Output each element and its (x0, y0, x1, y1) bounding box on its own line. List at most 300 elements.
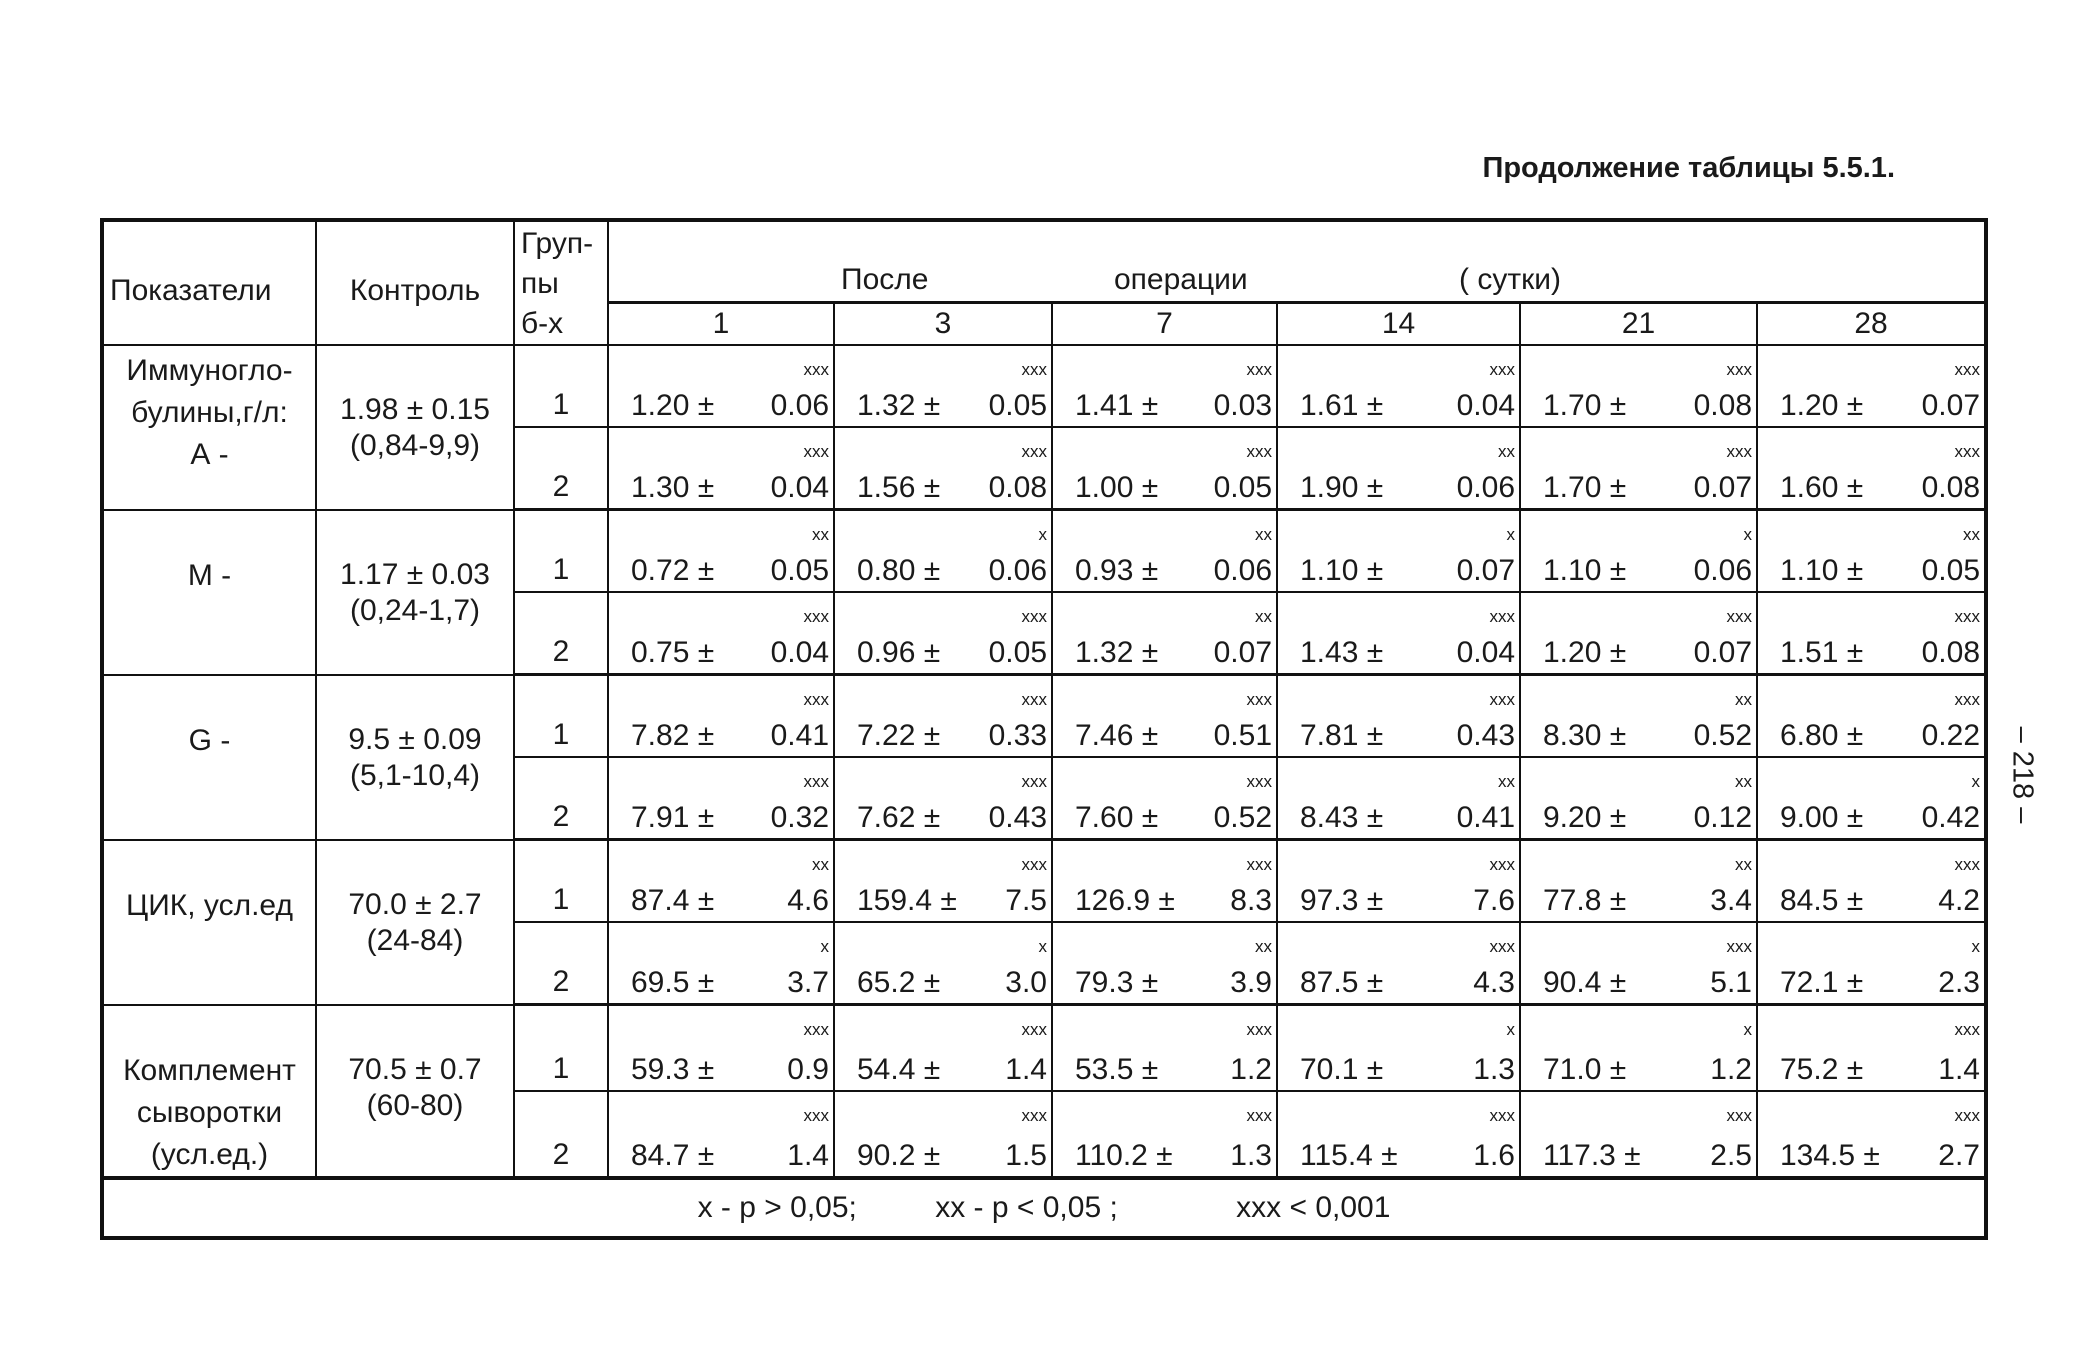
significance-mark: xxx (1021, 1105, 1047, 1125)
value-cell (608, 510, 834, 593)
value-cell (608, 757, 834, 840)
group-cell: 1 (514, 510, 608, 593)
mean-value: 0.80 ± (857, 554, 941, 587)
value-cell (834, 840, 1052, 923)
control-line: 9.5 ± 0.09 (348, 722, 482, 756)
control-line: 1.98 ± 0.15 (340, 393, 490, 426)
error-value: 1.6 (1473, 1138, 1515, 1172)
mean-value: 1.10 ± (1780, 554, 1864, 587)
header-after-word: ( сутки) (1459, 263, 1561, 297)
footnote-item: xx - p < 0,05 ; (935, 1190, 1118, 1224)
error-value: 0.07 (1456, 554, 1515, 587)
error-value: 0.04 (1456, 636, 1515, 669)
indicator-line (104, 515, 315, 555)
mean-value: 1.70 ± (1543, 389, 1627, 422)
mean-value: 90.4 ± (1543, 966, 1627, 999)
header-groups-line: Груп- (521, 227, 594, 260)
footnote-item: x - p > 0,05; (697, 1190, 857, 1224)
mean-value: 79.3 ± (1075, 966, 1159, 999)
indicator-line: сыворотки (136, 1095, 283, 1129)
value-cell (1520, 1091, 1757, 1178)
error-value: 0.05 (988, 636, 1047, 669)
error-value: 1.3 (1473, 1052, 1515, 1086)
mean-value: 1.20 ± (631, 389, 715, 422)
value-cell (1757, 922, 1986, 1005)
immunology-table (100, 218, 1988, 1240)
value-cell (1757, 757, 1986, 840)
value-cell (834, 1005, 1052, 1091)
error-value: 0.03 (1213, 389, 1272, 422)
significance-mark: xxx (1726, 360, 1752, 379)
value-cell (834, 675, 1052, 758)
significance-mark: xx (1255, 525, 1272, 544)
mean-value: 69.5 ± (631, 966, 715, 999)
mean-value: 1.70 ± (1543, 471, 1627, 504)
error-value: 0.51 (1213, 719, 1272, 752)
value-cell (834, 510, 1052, 593)
significance-mark: xxx (1726, 937, 1752, 956)
indicator-line: (усл.ед.) (150, 1137, 269, 1171)
mean-value: 7.82 ± (631, 719, 715, 752)
significance-mark: xxx (1489, 937, 1515, 956)
significance-mark: xxx (1246, 1105, 1272, 1125)
mean-value: 7.46 ± (1075, 719, 1159, 752)
error-value: 2.5 (1710, 1138, 1752, 1172)
header-day: 7 (1052, 303, 1277, 345)
mean-value: 8.30 ± (1543, 719, 1627, 752)
error-value: 1.2 (1710, 1052, 1752, 1086)
value-cell (1277, 757, 1520, 840)
error-value: 0.08 (1921, 636, 1980, 669)
significance-mark: xxx (803, 607, 829, 626)
value-cell (1277, 345, 1520, 427)
mean-value: 1.20 ± (1780, 389, 1864, 422)
mean-value: 72.1 ± (1780, 966, 1864, 999)
mean-value: 134.5 ± (1780, 1138, 1880, 1172)
significance-mark: xxx (803, 1105, 829, 1125)
significance-mark: xxx (1021, 690, 1047, 709)
significance-mark: xxx (1726, 1105, 1752, 1125)
group-cell: 2 (514, 1091, 608, 1178)
error-value: 1.4 (1005, 1052, 1047, 1086)
header-after-word: После (841, 263, 929, 297)
significance-mark: xx (1735, 772, 1752, 791)
header-groups-line: пы (521, 267, 559, 300)
error-value: 0.06 (1456, 471, 1515, 504)
error-value: 0.06 (770, 389, 829, 422)
value-cell (834, 345, 1052, 427)
error-value: 0.06 (1693, 554, 1752, 587)
value-cell (834, 427, 1052, 510)
error-value: 8.3 (1230, 884, 1272, 917)
control-cell (316, 510, 514, 675)
mean-value: 1.43 ± (1300, 636, 1384, 669)
control-line: 70.5 ± 0.7 (348, 1052, 482, 1086)
group-cell: 1 (514, 840, 608, 923)
mean-value: 0.72 ± (631, 554, 715, 587)
significance-mark: xxx (803, 690, 829, 709)
significance-mark: x (1743, 1020, 1752, 1039)
value-cell (608, 592, 834, 675)
indicator-line (104, 680, 315, 720)
significance-mark: xxx (1021, 442, 1047, 461)
mean-value: 75.2 ± (1780, 1052, 1864, 1086)
mean-value: 97.3 ± (1300, 884, 1384, 917)
error-value: 3.0 (1005, 966, 1047, 999)
mean-value: 87.4 ± (631, 884, 715, 917)
significance-mark: xxx (803, 1020, 829, 1039)
indicator-cell (102, 675, 316, 840)
header-indicators: Показатели (102, 220, 316, 345)
indicator-line (104, 845, 315, 885)
significance-mark: xxx (1246, 772, 1272, 791)
value-cell (608, 675, 834, 758)
mean-value: 90.2 ± (857, 1138, 941, 1172)
value-cell (608, 1005, 834, 1091)
error-value: 2.7 (1938, 1138, 1980, 1172)
value-cell (834, 922, 1052, 1005)
group-cell: 1 (514, 345, 608, 427)
error-value: 0.05 (1921, 554, 1980, 587)
indicator-cell (102, 840, 316, 1005)
error-value: 0.04 (1456, 389, 1515, 422)
mean-value: 1.51 ± (1780, 636, 1864, 669)
mean-value: 8.43 ± (1300, 801, 1384, 834)
value-cell (1052, 592, 1277, 675)
value-cell (1520, 510, 1757, 593)
error-value: 1.4 (1938, 1052, 1980, 1086)
value-cell (1277, 1005, 1520, 1091)
group-cell: 2 (514, 757, 608, 840)
group-cell: 1 (514, 1005, 608, 1091)
header-day: 1 (608, 303, 834, 345)
control-cell (316, 840, 514, 1005)
mean-value: 1.60 ± (1780, 471, 1864, 504)
value-cell (1052, 345, 1277, 427)
header-day: 3 (834, 303, 1052, 345)
error-value: 0.33 (988, 719, 1047, 752)
mean-value: 84.7 ± (631, 1138, 715, 1172)
error-value: 0.07 (1921, 389, 1980, 422)
significance-mark: xxx (1726, 607, 1752, 626)
indicator-cell (102, 345, 316, 510)
error-value: 1.4 (787, 1138, 829, 1172)
significance-mark: xxx (1954, 442, 1980, 461)
error-value: 0.41 (770, 719, 829, 752)
header-day: 21 (1520, 303, 1757, 345)
significance-mark: xxx (1489, 1105, 1515, 1125)
header-after-operation (608, 220, 1986, 303)
error-value: 0.43 (1456, 719, 1515, 752)
indicator-line: булины,г/л: (131, 396, 288, 429)
mean-value: 0.96 ± (857, 636, 941, 669)
value-cell (834, 1091, 1052, 1178)
value-cell (1052, 510, 1277, 593)
error-value: 5.1 (1710, 966, 1752, 999)
value-cell (1520, 592, 1757, 675)
error-value: 7.5 (1005, 884, 1047, 917)
mean-value: 87.5 ± (1300, 966, 1384, 999)
value-cell (1052, 757, 1277, 840)
value-cell (1052, 840, 1277, 923)
mean-value: 1.10 ± (1543, 554, 1627, 587)
error-value: 3.4 (1710, 884, 1752, 917)
significance-mark: xx (1498, 772, 1515, 791)
control-line: (0,84-9,9) (349, 429, 481, 462)
mean-value: 1.61 ± (1300, 389, 1384, 422)
significance-mark: xx (1498, 442, 1515, 461)
significance-mark: xxx (1954, 607, 1980, 626)
error-value: 0.08 (1921, 471, 1980, 504)
mean-value: 9.20 ± (1543, 801, 1627, 834)
value-cell (1052, 1005, 1277, 1091)
significance-mark: xx (1963, 525, 1980, 544)
control-cell (316, 345, 514, 510)
error-value: 4.3 (1473, 966, 1515, 999)
error-value: 2.3 (1938, 966, 1980, 999)
error-value: 0.06 (1213, 554, 1272, 587)
mean-value: 126.9 ± (1075, 884, 1175, 917)
table-row (102, 510, 1986, 593)
table-caption: Продолжение таблицы 5.5.1. (1482, 152, 1895, 184)
value-cell (1277, 510, 1520, 593)
mean-value: 9.00 ± (1780, 801, 1864, 834)
mean-value: 1.10 ± (1300, 554, 1384, 587)
value-cell (608, 922, 834, 1005)
value-cell (1757, 427, 1986, 510)
value-cell (1520, 675, 1757, 758)
mean-value: 7.60 ± (1075, 801, 1159, 834)
error-value: 0.05 (1213, 471, 1272, 504)
mean-value: 0.93 ± (1075, 554, 1159, 587)
header-control: Контроль (316, 220, 514, 345)
significance-mark: xxx (1726, 442, 1752, 461)
mean-value: 71.0 ± (1543, 1052, 1627, 1086)
group-cell: 2 (514, 922, 608, 1005)
error-value: 0.42 (1921, 801, 1980, 834)
significance-mark: xx (1735, 690, 1752, 709)
mean-value: 53.5 ± (1075, 1052, 1159, 1086)
value-cell (1757, 592, 1986, 675)
value-cell (1757, 1091, 1986, 1178)
significance-mark: xxx (1954, 360, 1980, 379)
error-value: 7.6 (1473, 884, 1515, 917)
value-cell (1520, 840, 1757, 923)
mean-value: 59.3 ± (631, 1052, 715, 1086)
value-cell (1052, 1091, 1277, 1178)
footnote-row (102, 1178, 1986, 1238)
mean-value: 1.41 ± (1075, 389, 1159, 422)
error-value: 0.52 (1693, 719, 1752, 752)
table-row (102, 1005, 1986, 1091)
value-cell (1520, 922, 1757, 1005)
error-value: 0.05 (770, 554, 829, 587)
error-value: 0.12 (1693, 801, 1752, 834)
group-cell: 1 (514, 675, 608, 758)
error-value: 0.52 (1213, 801, 1272, 834)
error-value: 4.2 (1938, 884, 1980, 917)
value-cell (834, 757, 1052, 840)
error-value: 0.9 (787, 1052, 829, 1086)
error-value: 3.9 (1230, 966, 1272, 999)
mean-value: 117.3 ± (1543, 1138, 1641, 1172)
mean-value: 1.56 ± (857, 471, 941, 504)
significance-mark: xxx (1021, 772, 1047, 791)
mean-value: 1.30 ± (631, 471, 715, 504)
significance-mark: xxx (1021, 855, 1047, 874)
significance-mark: x (1506, 525, 1515, 544)
value-cell (1757, 1005, 1986, 1091)
significance-mark: x (1971, 937, 1980, 956)
value-cell (1757, 840, 1986, 923)
footnote-item: xxx < 0,001 (1236, 1190, 1391, 1224)
indicator-cell (102, 510, 316, 675)
significance-mark: x (1506, 1020, 1515, 1039)
error-value: 1.2 (1230, 1052, 1272, 1086)
value-cell (1520, 1005, 1757, 1091)
significance-mark: xxx (1954, 690, 1980, 709)
significance-mark: xxx (1021, 360, 1047, 379)
control-line: (60-80) (366, 1088, 464, 1122)
mean-value: 1.32 ± (1075, 636, 1159, 669)
value-cell (608, 840, 834, 923)
mean-value: 54.4 ± (857, 1052, 941, 1086)
value-cell (608, 427, 834, 510)
table-row (102, 840, 1986, 923)
mean-value: 7.62 ± (857, 801, 941, 834)
mean-value: 6.80 ± (1780, 719, 1864, 752)
error-value: 1.5 (1005, 1138, 1047, 1172)
value-cell (834, 592, 1052, 675)
control-line: 70.0 ± 2.7 (348, 887, 482, 921)
value-cell (1757, 675, 1986, 758)
indicator-line: М - (187, 558, 232, 592)
value-cell (1277, 840, 1520, 923)
value-cell (1277, 675, 1520, 758)
error-value: 0.07 (1213, 636, 1272, 669)
control-cell (316, 675, 514, 840)
significance-mark: xx (1255, 937, 1272, 956)
significance-mark: xxx (1489, 690, 1515, 709)
header-groups-line: б-х (521, 307, 564, 340)
significance-mark: xxx (1246, 855, 1272, 874)
mean-value: 110.2 ± (1075, 1138, 1173, 1172)
significance-mark: xxx (803, 442, 829, 461)
header-day: 28 (1757, 303, 1986, 345)
significance-mark: x (1743, 525, 1752, 544)
significance-mark: xxx (1489, 607, 1515, 626)
mean-value: 1.32 ± (857, 389, 941, 422)
mean-value: 7.22 ± (857, 719, 941, 752)
error-value: 0.08 (988, 471, 1047, 504)
mean-value: 65.2 ± (857, 966, 941, 999)
value-cell (1520, 345, 1757, 427)
mean-value: 1.00 ± (1075, 471, 1159, 504)
control-line: (0,24-1,7) (349, 593, 481, 627)
value-cell (1052, 427, 1277, 510)
significance-mark: xxx (1246, 442, 1272, 461)
significance-mark: xxx (803, 772, 829, 791)
value-cell (608, 1091, 834, 1178)
significance-mark: x (1971, 772, 1980, 791)
value-cell (1757, 510, 1986, 593)
mean-value: 115.4 ± (1300, 1138, 1398, 1172)
value-cell (1277, 1091, 1520, 1178)
significance-mark: xx (812, 525, 829, 544)
error-value: 3.7 (787, 966, 829, 999)
header-after-word: операции (1114, 263, 1248, 297)
value-cell (1052, 675, 1277, 758)
significance-mark: xxx (1021, 1020, 1047, 1039)
indicator-line: ЦИК, усл.ед (126, 888, 293, 922)
footnote (102, 1178, 1986, 1238)
significance-mark: xx (1255, 607, 1272, 626)
page-number: – 218 – (2006, 726, 2039, 824)
value-cell (1520, 757, 1757, 840)
significance-mark: xx (1735, 855, 1752, 874)
significance-mark: xxx (1954, 1020, 1980, 1039)
value-cell (1277, 592, 1520, 675)
mean-value: 159.4 ± (857, 884, 957, 917)
indicator-cell (102, 1005, 316, 1178)
group-cell: 2 (514, 592, 608, 675)
mean-value: 84.5 ± (1780, 884, 1864, 917)
error-value: 0.07 (1693, 471, 1752, 504)
error-value: 0.07 (1693, 636, 1752, 669)
value-cell (1520, 427, 1757, 510)
value-cell (1757, 345, 1986, 427)
error-value: 0.41 (1456, 801, 1515, 834)
significance-mark: xxx (1246, 1020, 1272, 1039)
significance-mark: xxx (1246, 690, 1272, 709)
significance-mark: xxx (1246, 360, 1272, 379)
mean-value: 1.90 ± (1300, 471, 1384, 504)
mean-value: 0.75 ± (631, 636, 715, 669)
error-value: 0.04 (770, 636, 829, 669)
header-groups (514, 220, 608, 345)
significance-mark: x (1038, 937, 1047, 956)
significance-mark: x (820, 937, 829, 956)
error-value: 1.3 (1230, 1138, 1272, 1172)
significance-mark: xxx (1954, 855, 1980, 874)
significance-mark: xxx (1489, 855, 1515, 874)
control-line: (24-84) (366, 923, 464, 957)
indicator-line (104, 1010, 315, 1050)
error-value: 0.32 (770, 801, 829, 834)
significance-mark: xxx (1021, 607, 1047, 626)
indicator-line: Иммуногло- (126, 354, 293, 387)
error-value: 0.06 (988, 554, 1047, 587)
group-cell: 2 (514, 427, 608, 510)
error-value: 0.43 (988, 801, 1047, 834)
error-value: 0.05 (988, 389, 1047, 422)
indicator-line: Комплемент (123, 1053, 296, 1087)
significance-mark: xx (812, 855, 829, 874)
mean-value: 7.81 ± (1300, 719, 1384, 752)
value-cell (1052, 922, 1277, 1005)
significance-mark: xxx (1954, 1105, 1980, 1125)
error-value: 0.22 (1921, 719, 1980, 752)
significance-mark: x (1038, 525, 1047, 544)
mean-value: 1.20 ± (1543, 636, 1627, 669)
mean-value: 77.8 ± (1543, 884, 1627, 917)
value-cell (1277, 427, 1520, 510)
significance-mark: xxx (803, 360, 829, 379)
value-cell (1277, 922, 1520, 1005)
value-cell (608, 345, 834, 427)
significance-mark: xxx (1489, 360, 1515, 379)
control-line: (5,1-10,4) (349, 758, 481, 792)
